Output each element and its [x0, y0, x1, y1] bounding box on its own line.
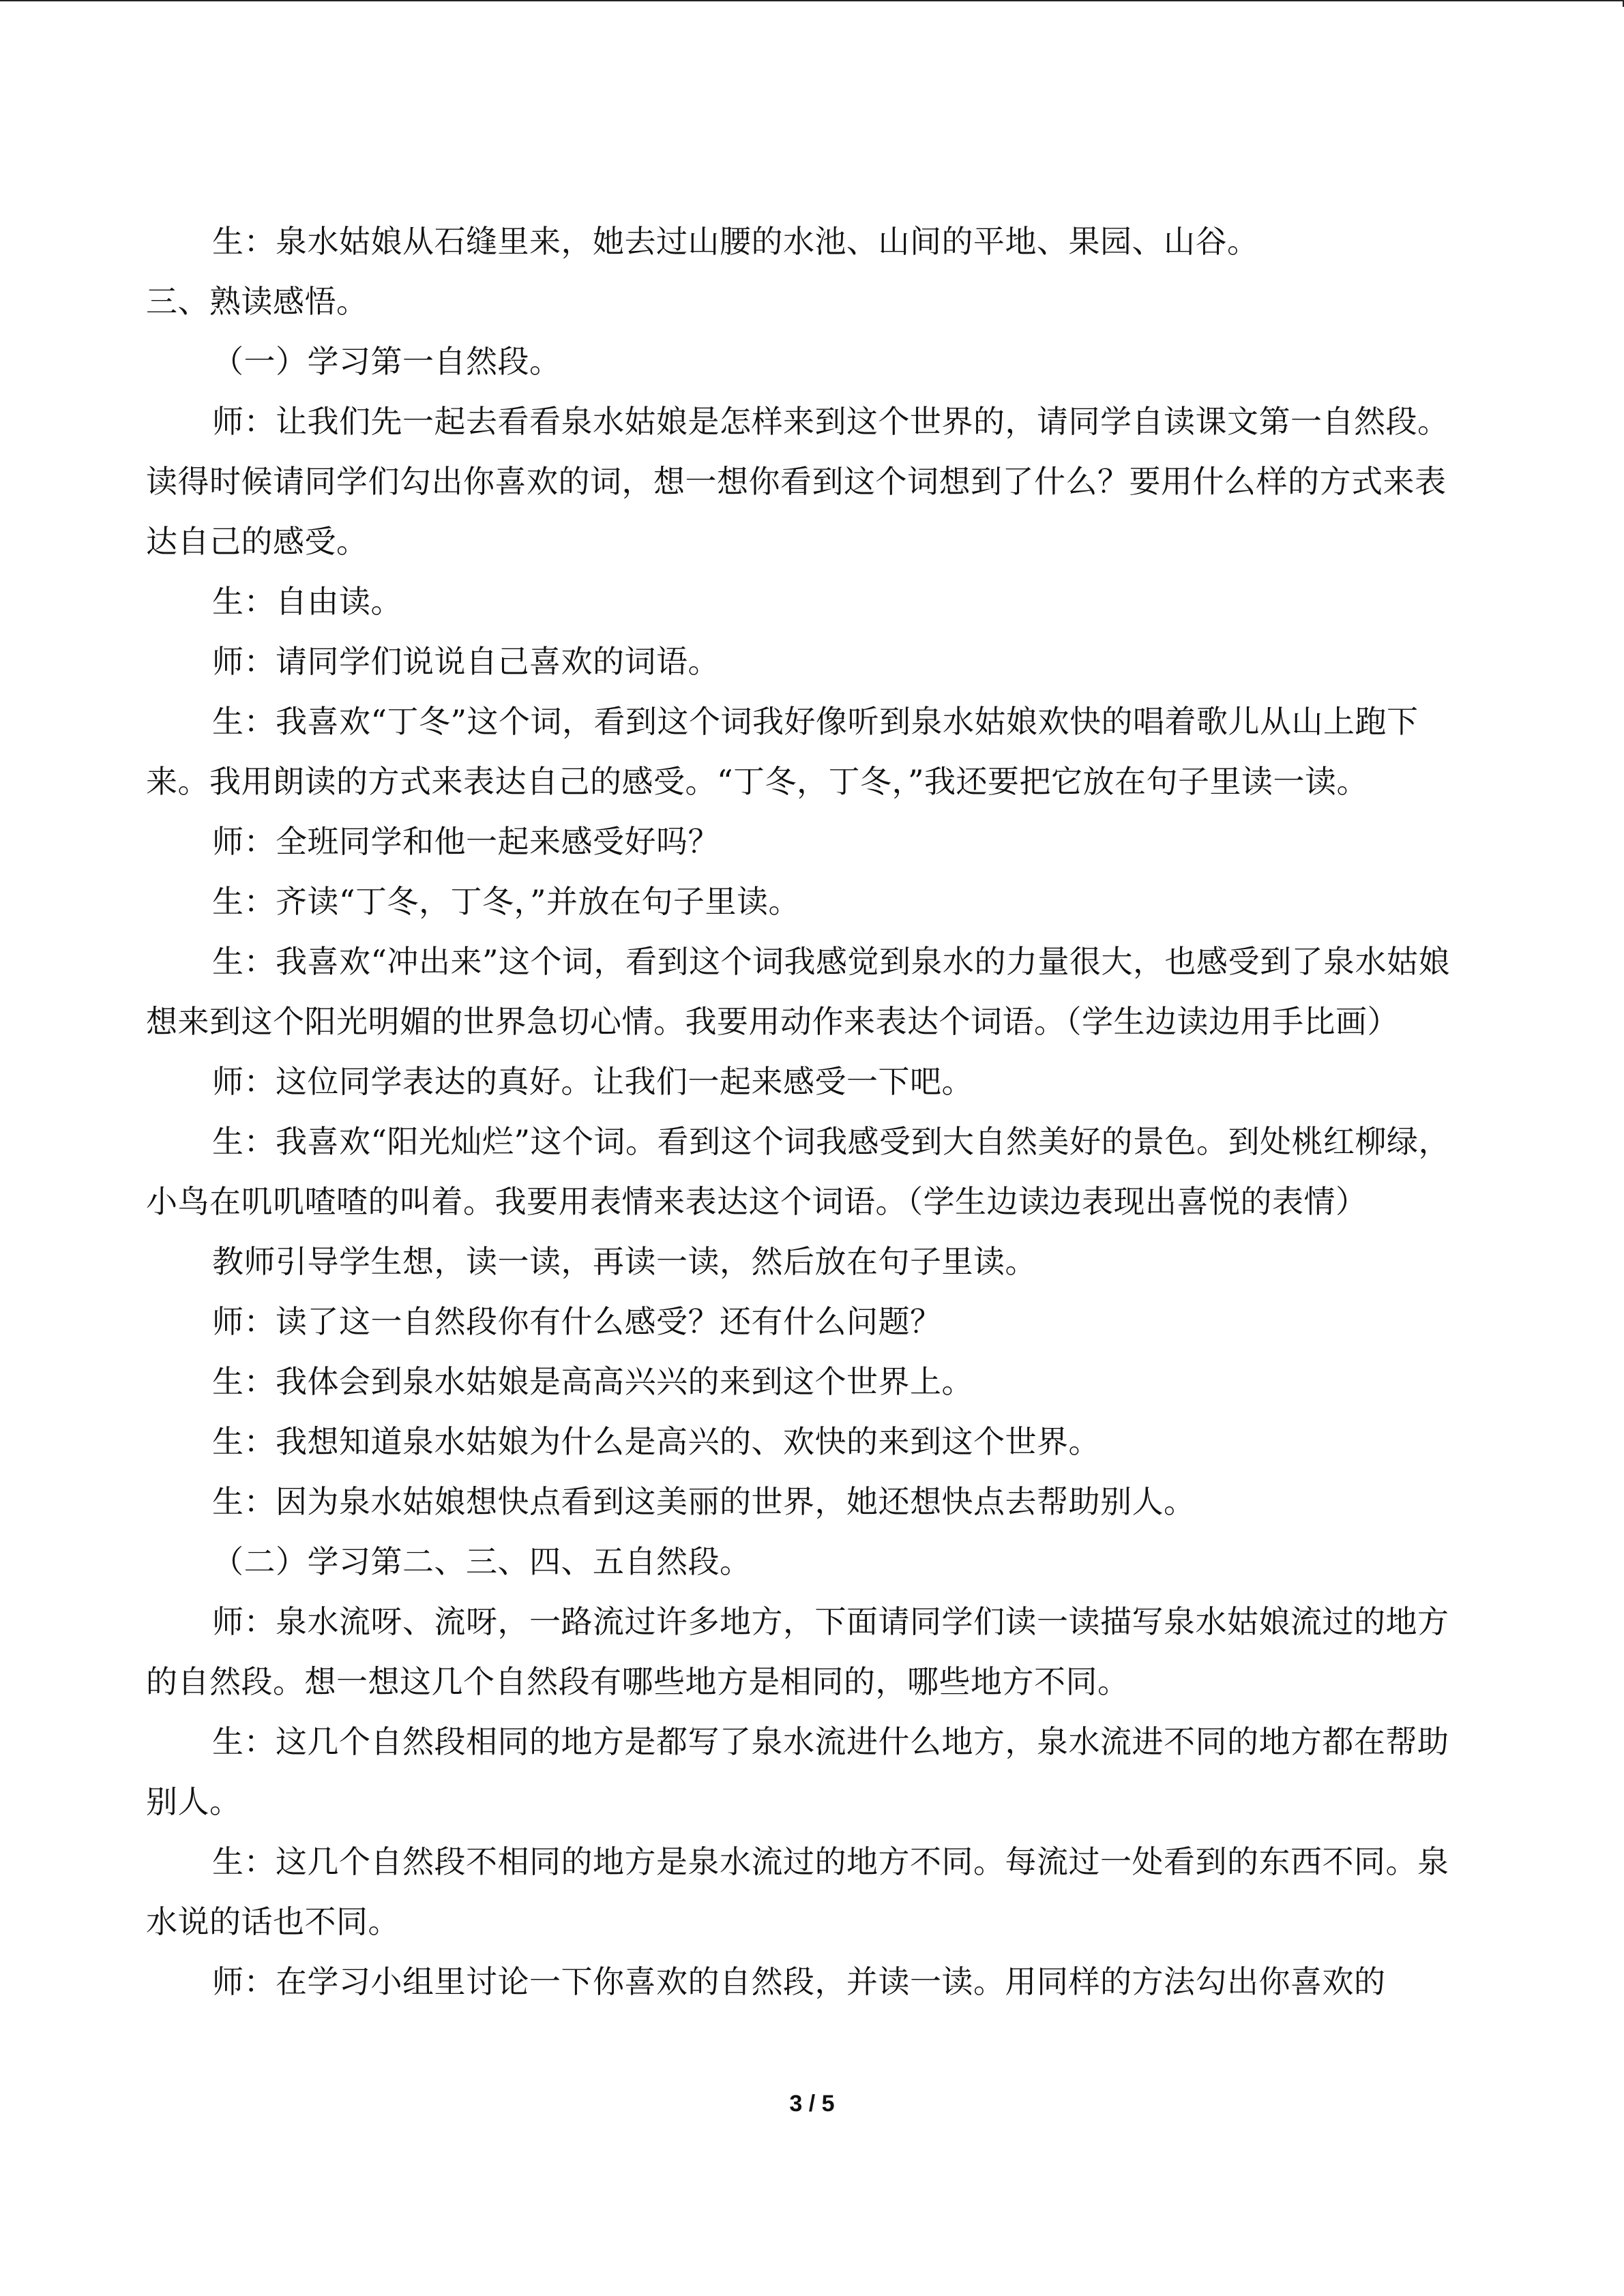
paragraph: 师：这位同学表达的真好。让我们一起来感受一下吧。 — [212, 1063, 973, 1100]
paragraph: 教师引导学生想，读一读，再读一读，然后放在句子里读。 — [212, 1243, 1037, 1280]
paragraph: 师：读了这一自然段你有什么感受？还有什么问题？ — [212, 1303, 942, 1340]
paragraph: 师：在学习小组里讨论一下你喜欢的自然段，并读一读。用同样的方法勾出你喜欢的 — [212, 1963, 1386, 2000]
paragraph: 生：我想知道泉水姑娘为什么是高兴的、欢快的来到这个世界。 — [212, 1423, 1100, 1460]
subsection-heading: （一）学习第一自然段。 — [212, 343, 561, 380]
paragraph: 生：齐读“丁冬，丁冬，”并放在句子里读。 — [212, 883, 801, 920]
paragraph: 师：请同学们说说自己喜欢的词语。 — [212, 643, 720, 680]
section-heading: 三、熟读感悟。 — [146, 283, 368, 320]
paragraph: 师：全班同学和他一起来感受好吗？ — [212, 823, 720, 860]
paragraph: 生：因为泉水姑娘想快点看到这美丽的世界，她还想快点去帮助别人。 — [212, 1483, 1196, 1520]
paragraph: 生：泉水姑娘从石缝里来，她去过山腰的水池、山间的平地、果园、山谷。 — [212, 223, 1259, 260]
paragraph: 生：自由读。 — [212, 583, 402, 620]
document-body — [146, 211, 1459, 2012]
paragraph: 师：泉水流呀、流呀，一路流过许多地方，下面请同学们读一读描写泉水姑娘流过的地方的自然段。想一想这几个自然段有哪些地方是相同的，哪些地方不同。 — [146, 1603, 1449, 1700]
paragraph: 生：我喜欢“丁冬”这个词，看到这个词我好像听到泉水姑娘欢快的唱着歌儿从山上跑下来。我用朗读的方式来表达自己的感受。“丁冬，丁冬，”我还要把它放在句子里读一读。 — [146, 703, 1419, 800]
paragraph: 生：这几个自然段不相同的地方是泉水流过的地方不同。每流过一处看到的东西不同。泉水说的话也不同。 — [146, 1843, 1449, 1940]
paragraph: 生：我喜欢“阳光灿烂”这个词。看到这个词我感受到大自然美好的景色。到处桃红柳绿，小鸟在叽叽喳喳的叫着。我要用表情来表达这个词语。（学生边读边表现出喜悦的表情） — [146, 1123, 1451, 1220]
page-top-border — [0, 0, 1624, 1]
page-number: 3 / 5 — [789, 2091, 835, 2117]
paragraph: 生：我体会到泉水姑娘是高高兴兴的来到这个世界上。 — [212, 1363, 973, 1400]
paragraph: 生：我喜欢“冲出来”这个词，看到这个词我感觉到泉水的力量很大，也感受到了泉水姑娘想来到这个阳光明媚的世界急切心情。我要用动作来表达个词语。（学生边读边用手比画） — [146, 943, 1451, 1040]
subsection-heading: （二）学习第二、三、四、五自然段。 — [212, 1543, 752, 1580]
paragraph: 师：让我们先一起去看看泉水姑娘是怎样来到这个世界的，请同学自读课文第一自然段。读得时候请同学们勾出你喜欢的词，想一想你看到这个词想到了什么？要用什么样的方式来表达自己的感受。 — [146, 403, 1449, 560]
paragraph: 生：这几个自然段相同的地方是都写了泉水流进什么地方，泉水流进不同的地方都在帮助别人。 — [146, 1723, 1449, 1820]
